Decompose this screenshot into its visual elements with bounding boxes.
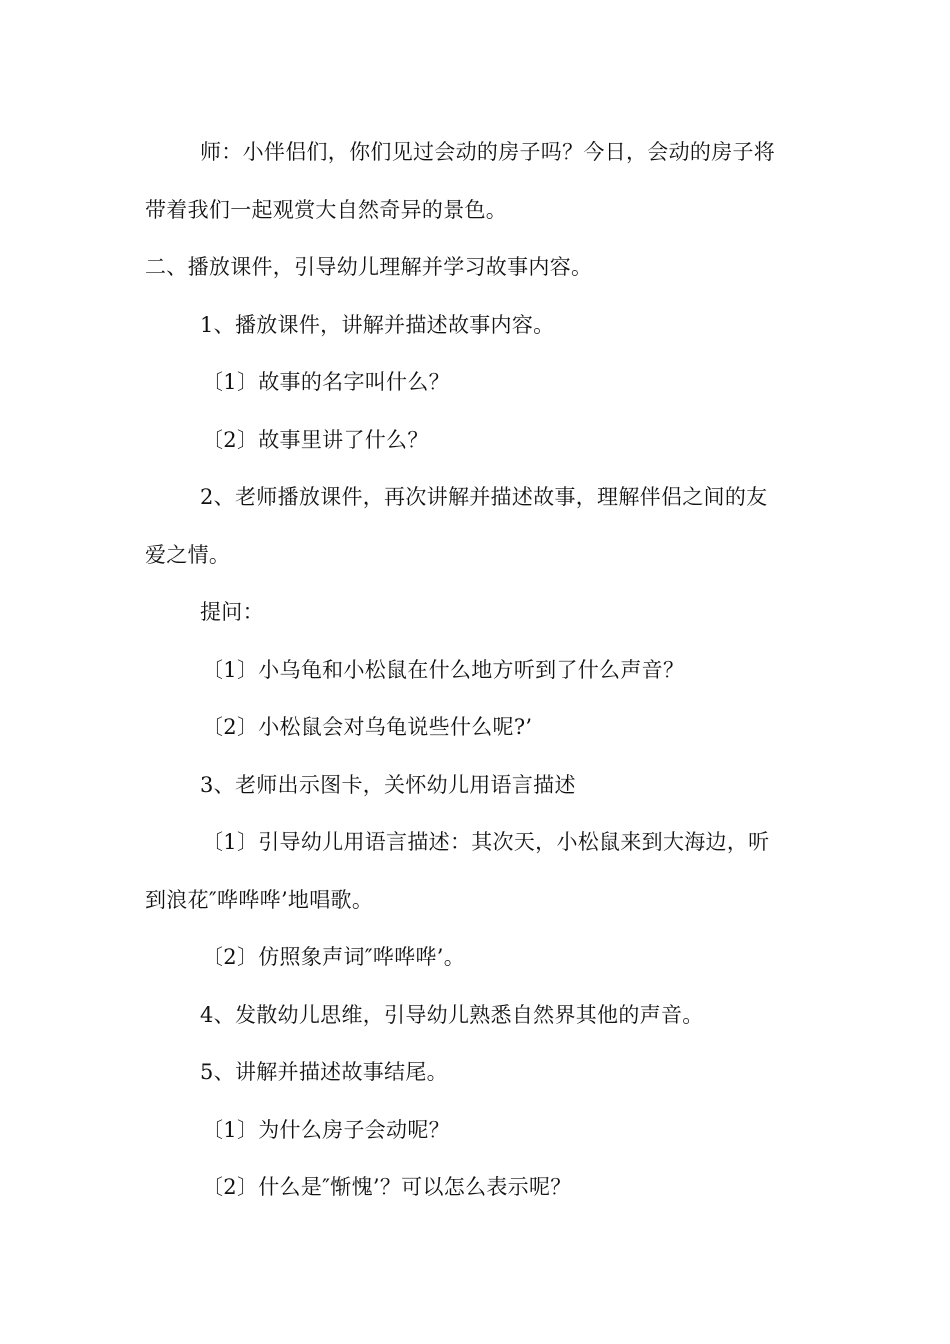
text-line: 〔1〕故事的名字叫什么？ xyxy=(202,370,450,394)
text-line: 3、老师出示图卡，关怀幼儿用语言描述 xyxy=(200,772,576,797)
text-line: 5、讲解并描述故事结尾。 xyxy=(200,1060,448,1084)
text-line: 〔2〕仿照象声词″哗哗哗’。 xyxy=(202,945,466,969)
text-line: 1、播放课件，讲解并描述故事内容。 xyxy=(200,312,555,337)
text-line: 〔1〕为什么房子会动呢？ xyxy=(202,1117,450,1142)
text-line: 〔2〕故事里讲了什么？ xyxy=(202,427,429,452)
text-line: 〔1〕引导幼儿用语言描述：其次天，小松鼠来到大海边，听 xyxy=(202,830,770,854)
text-line: 提问： xyxy=(200,600,264,624)
text-line: 〔2〕小松鼠会对乌龟说些什么呢?’ xyxy=(202,715,533,739)
text-line: 爱之情。 xyxy=(145,542,231,567)
text-line: 〔2〕什么是″惭愧’？可以怎么表示呢？ xyxy=(202,1175,572,1199)
text-line: 4、发散幼儿思维，引导幼儿熟悉自然界其他的声音。 xyxy=(200,1002,704,1027)
text-line: 师：小伴侣们，你们见过会动的房子吗？今日，会动的房子将 xyxy=(200,140,776,164)
text-line: 2、老师播放课件，再次讲解并描述故事，理解伴侣之间的友 xyxy=(200,485,768,509)
text-line: 到浪花″哗哗哗’地唱歌。 xyxy=(145,887,374,912)
document-body xyxy=(145,124,810,1217)
section-heading: 二、播放课件，引导幼儿理解并学习故事内容。 xyxy=(145,255,593,279)
text-line: 带着我们一起观赏大自然奇异的景色。 xyxy=(145,197,508,222)
text-line: 〔1〕小乌龟和小松鼠在什么地方听到了什么声音？ xyxy=(202,657,685,682)
